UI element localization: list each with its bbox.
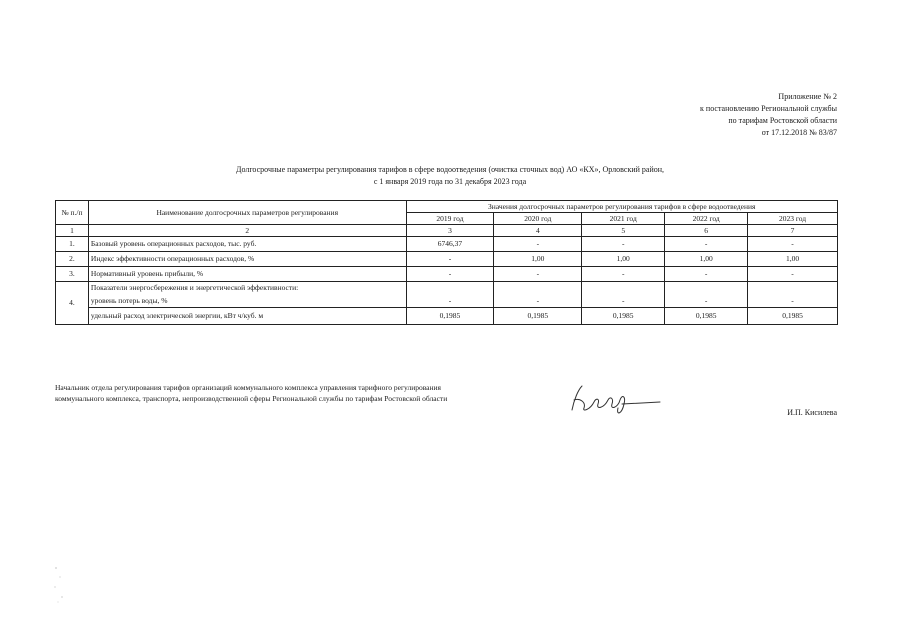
col-number: 3 — [406, 225, 494, 237]
header-year: 2023 год — [748, 213, 838, 225]
appendix-line: Приложение № 2 — [778, 92, 837, 101]
title-line: с 1 января 2019 года по 31 декабря 2023 года — [373, 177, 527, 186]
table-row — [56, 252, 838, 267]
title-line: Долгосрочные параметры регулирования тарифов в сфере водоотведения (очистка сточных вод) АО «КХ», Орловский район, — [235, 165, 664, 174]
row-value: 0,1985 — [665, 308, 748, 325]
row-value: - — [665, 295, 748, 308]
signer-position: Начальник отдела регулирования тарифов организаций коммунального комплекса управления тарифного регулирования коммунального комплекса, транспорта, непроизводственной сферы Региональной службы по тарифам Ростовской области — [55, 383, 448, 403]
table-row — [56, 237, 838, 252]
document-title — [150, 164, 750, 188]
row-value: - — [748, 295, 838, 308]
row-value: - — [494, 295, 582, 308]
row-heading: Показатели энергосбережения и энергетической эффективности: — [88, 282, 406, 295]
handwritten-signature — [560, 380, 670, 420]
row-name: Индекс эффективности операционных расходов, % — [88, 252, 406, 267]
header-values-group: Значения долгосрочных параметров регулирования тарифов в сфере водоотведения — [406, 201, 837, 213]
row-value: - — [406, 252, 494, 267]
row-value: 1,00 — [748, 252, 838, 267]
col-number: 2 — [88, 225, 406, 237]
row-value: 1,00 — [582, 252, 665, 267]
header-name: Наименование долгосрочных параметров регулирования — [88, 201, 406, 225]
empty-cell — [582, 282, 665, 295]
empty-cell — [494, 282, 582, 295]
row-name: удельный расход электрической энергии, кВт ч/куб. м — [88, 308, 406, 325]
parameters-table — [55, 200, 838, 325]
table-header-row — [56, 201, 838, 213]
row-value: 1,00 — [665, 252, 748, 267]
row-num: 2. — [56, 252, 89, 267]
header-year: 2022 год — [665, 213, 748, 225]
header-year: 2019 год — [406, 213, 494, 225]
row-value: - — [494, 237, 582, 252]
row-num: 1. — [56, 237, 89, 252]
table-row — [56, 295, 838, 308]
row-name: Нормативный уровень прибыли, % — [88, 267, 406, 282]
row-value: - — [748, 267, 838, 282]
column-numbers-row — [56, 225, 838, 237]
empty-cell — [406, 282, 494, 295]
appendix-header — [700, 91, 837, 139]
empty-cell — [748, 282, 838, 295]
row-value: - — [582, 237, 665, 252]
row-num: 3. — [56, 267, 89, 282]
row-value: - — [582, 267, 665, 282]
empty-cell — [665, 282, 748, 295]
row-value: 0,1985 — [582, 308, 665, 325]
header-year: 2020 год — [494, 213, 582, 225]
row-name: уровень потерь воды, % — [88, 295, 406, 308]
row-name: Базовый уровень операционных расходов, тыс. руб. — [88, 237, 406, 252]
appendix-line: к постановлению Региональной службы — [700, 104, 837, 113]
row-value: 0,1985 — [748, 308, 838, 325]
appendix-line: по тарифам Ростовской области — [728, 116, 837, 125]
scan-noise — [52, 565, 72, 605]
row-value: 6746,37 — [406, 237, 494, 252]
table-row — [56, 308, 838, 325]
row-value: - — [748, 237, 838, 252]
appendix-line: от 17.12.2018 № 83/87 — [761, 128, 837, 137]
header-year: 2021 год — [582, 213, 665, 225]
signer-name: И.П. Кисилева — [787, 408, 837, 417]
row-value: - — [665, 267, 748, 282]
row-value: - — [406, 267, 494, 282]
row-value: - — [665, 237, 748, 252]
table-row — [56, 282, 838, 295]
table-row — [56, 267, 838, 282]
col-number: 7 — [748, 225, 838, 237]
col-number: 4 — [494, 225, 582, 237]
row-num: 4. — [56, 282, 89, 325]
row-value: - — [494, 267, 582, 282]
header-num: № п./п — [56, 201, 89, 225]
row-value: - — [582, 295, 665, 308]
col-number: 5 — [582, 225, 665, 237]
row-value: 1,00 — [494, 252, 582, 267]
row-value: 0,1985 — [406, 308, 494, 325]
row-value: - — [406, 295, 494, 308]
col-number: 1 — [56, 225, 89, 237]
row-value: 0,1985 — [494, 308, 582, 325]
col-number: 6 — [665, 225, 748, 237]
